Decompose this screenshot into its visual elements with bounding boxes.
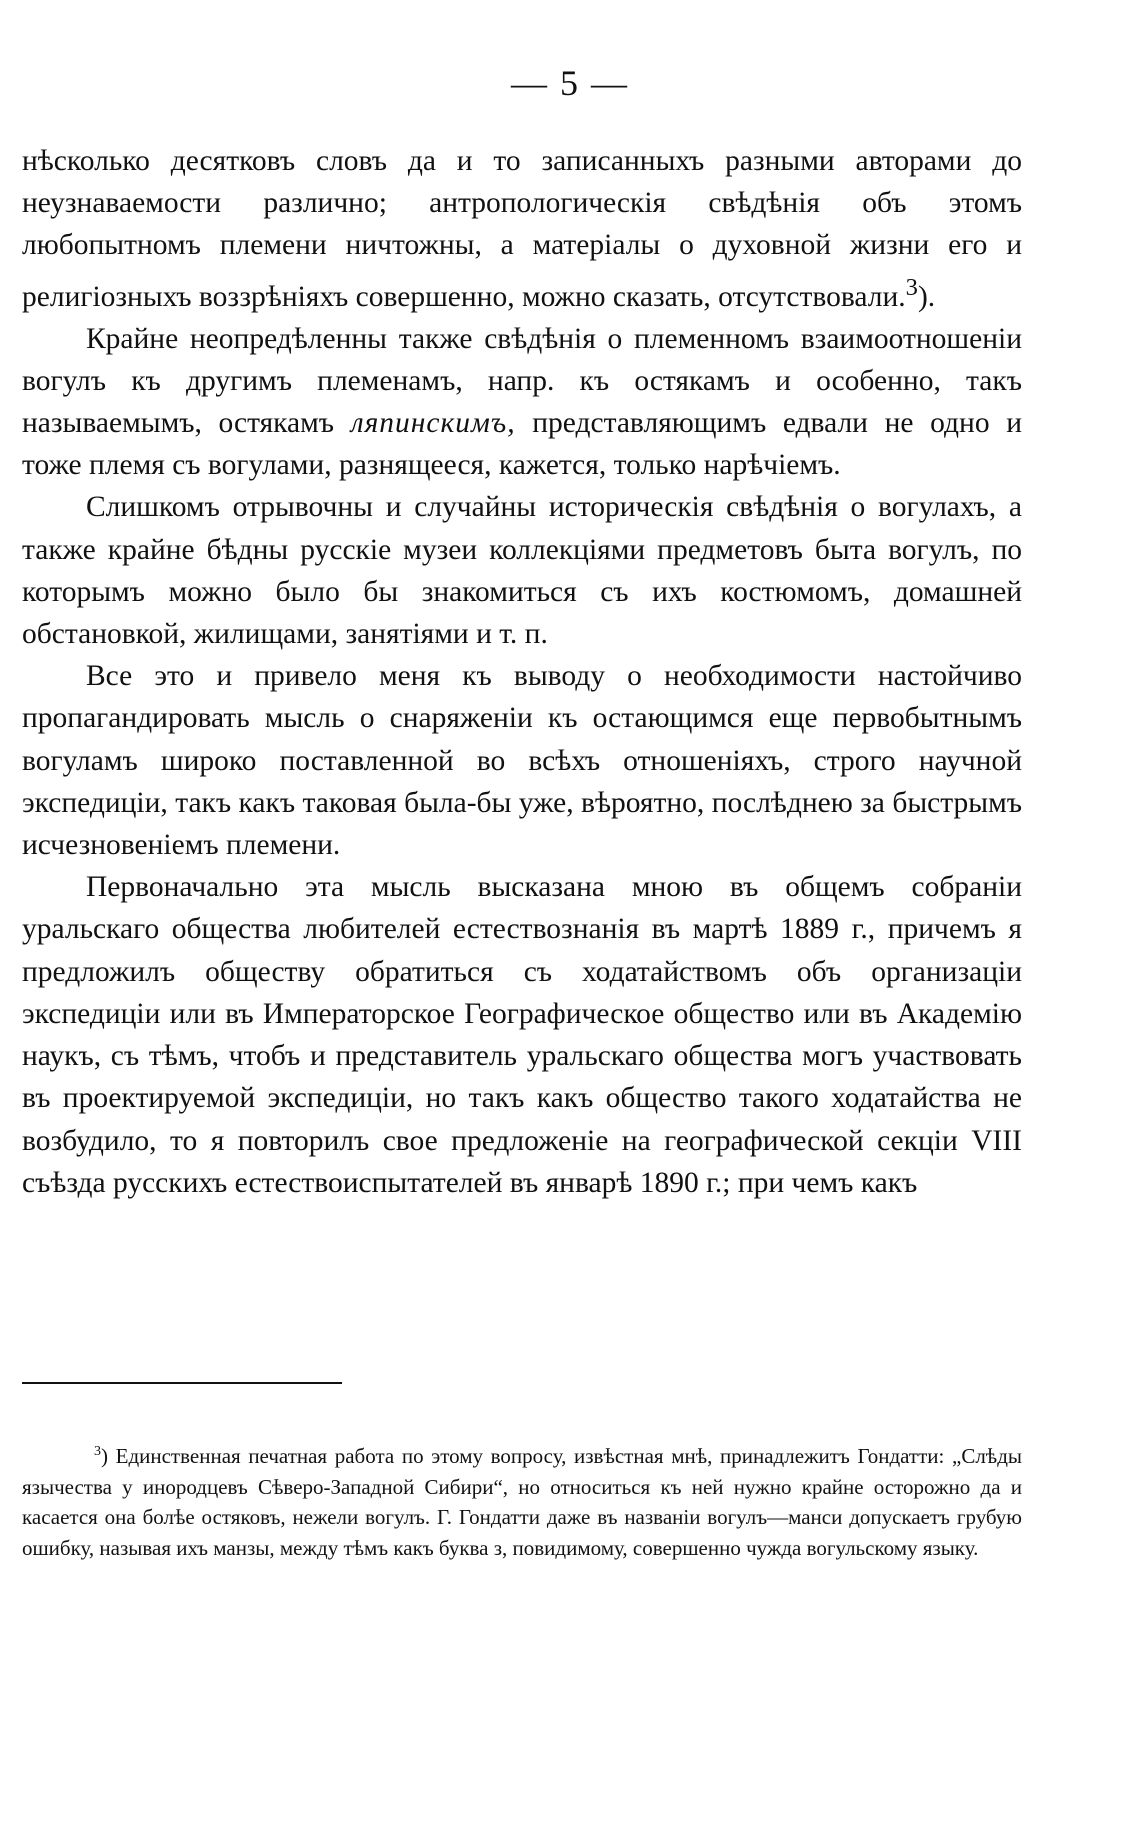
paragraph-2-italic-term: ляпинскимъ, (350, 407, 516, 440)
footnote-marker: 3 (94, 1444, 101, 1459)
paragraph-2-text-after: представляющимъ едвали не одно и тоже племя съ вогулами, разнящееся, кажется, только нарѣчіемъ. (22, 407, 1022, 482)
paragraph-4: Все это и привело меня къ выводу о необходимости настойчиво пропагандировать мысль о снаряженіи къ остающимся еще первобытнымъ вогуламъ широко поставленной во всѣхъ отношеніяхъ, строго научной экспедиціи, такъ какъ таковая была-бы уже, вѣроятно, послѣднею за быстрымъ исчезновеніемъ племени. (22, 660, 1022, 862)
paragraph-2-text-before: Крайне неопредѣленны также свѣдѣнія о племенномъ взаимоотношеніи вогулъ къ другимъ племенамъ, напр. къ остякамъ и особенно, такъ называемымъ, остякамъ (22, 322, 1022, 440)
footnote-reference: 3 (905, 273, 918, 301)
footnote-paragraph (22, 1437, 1022, 1563)
body-text (22, 140, 1022, 1204)
paragraph-1-text: нѣсколько десятковъ словъ да и то записанныхъ разными авторами до неузнаваемости различно; антропологическія свѣдѣнія объ этомъ любопытномъ племени ничтожны, а матеріалы о духовной жизни его и религіозныхъ воззрѣніяхъ совершенно, можно сказать, отсутствовали. (22, 145, 1022, 313)
footnote (22, 1437, 1022, 1563)
footnote-text: ) Единственная печатная работа по этому вопросу, извѣстная мнѣ, принадлежитъ Гондатти: „Слѣды язычества у инородцевъ Сѣверо-Западной Сибири“, но относиться къ ней нужно крайне осторожно да и касается она болѣе остяковъ, нежели вогулъ. Г. Гондатти даже въ названіи вогулъ—манси допускаетъ грубую ошибку, называя ихъ манзы, между тѣмъ какъ буква з, повидимому, совершенно чужда вогульскому языку. (22, 1444, 1022, 1560)
footnote-divider (22, 1382, 342, 1384)
paragraph-1-end: ). (917, 280, 936, 313)
page-number: — 5 — (511, 63, 629, 103)
paragraph-5: Первоначально эта мысль высказана мною въ общемъ собраніи уральскаго общества любителей естествознанія въ мартѣ 1889 г., причемъ я предложилъ обществу обратиться съ ходатайствомъ объ организаціи экспедиціи или въ Императорское Географическое общество или въ Академію наукъ, съ тѣмъ, чтобъ и представитель уральскаго общества могъ участвовать въ проектируемой экспедиціи, но такъ какъ общество такого ходатайства не возбудило, то я повторилъ свое предложеніе на географической секціи VIII съѣзда русскихъ естествоиспытателей въ январѣ 1890 г.; при чемъ какъ (22, 871, 1022, 1199)
paragraph-1 (22, 140, 1022, 318)
paragraph-2 (22, 318, 1022, 487)
paragraph-3: Слишкомъ отрывочны и случайны историческія свѣдѣнія о вогулахъ, а также крайне бѣдны русскіе музеи коллекціями предметовъ быта вогулъ, по которымъ можно было бы знакомиться съ ихъ костюмомъ, домашней обстановкой, жилищами, занятіями и т. п. (22, 491, 1022, 651)
